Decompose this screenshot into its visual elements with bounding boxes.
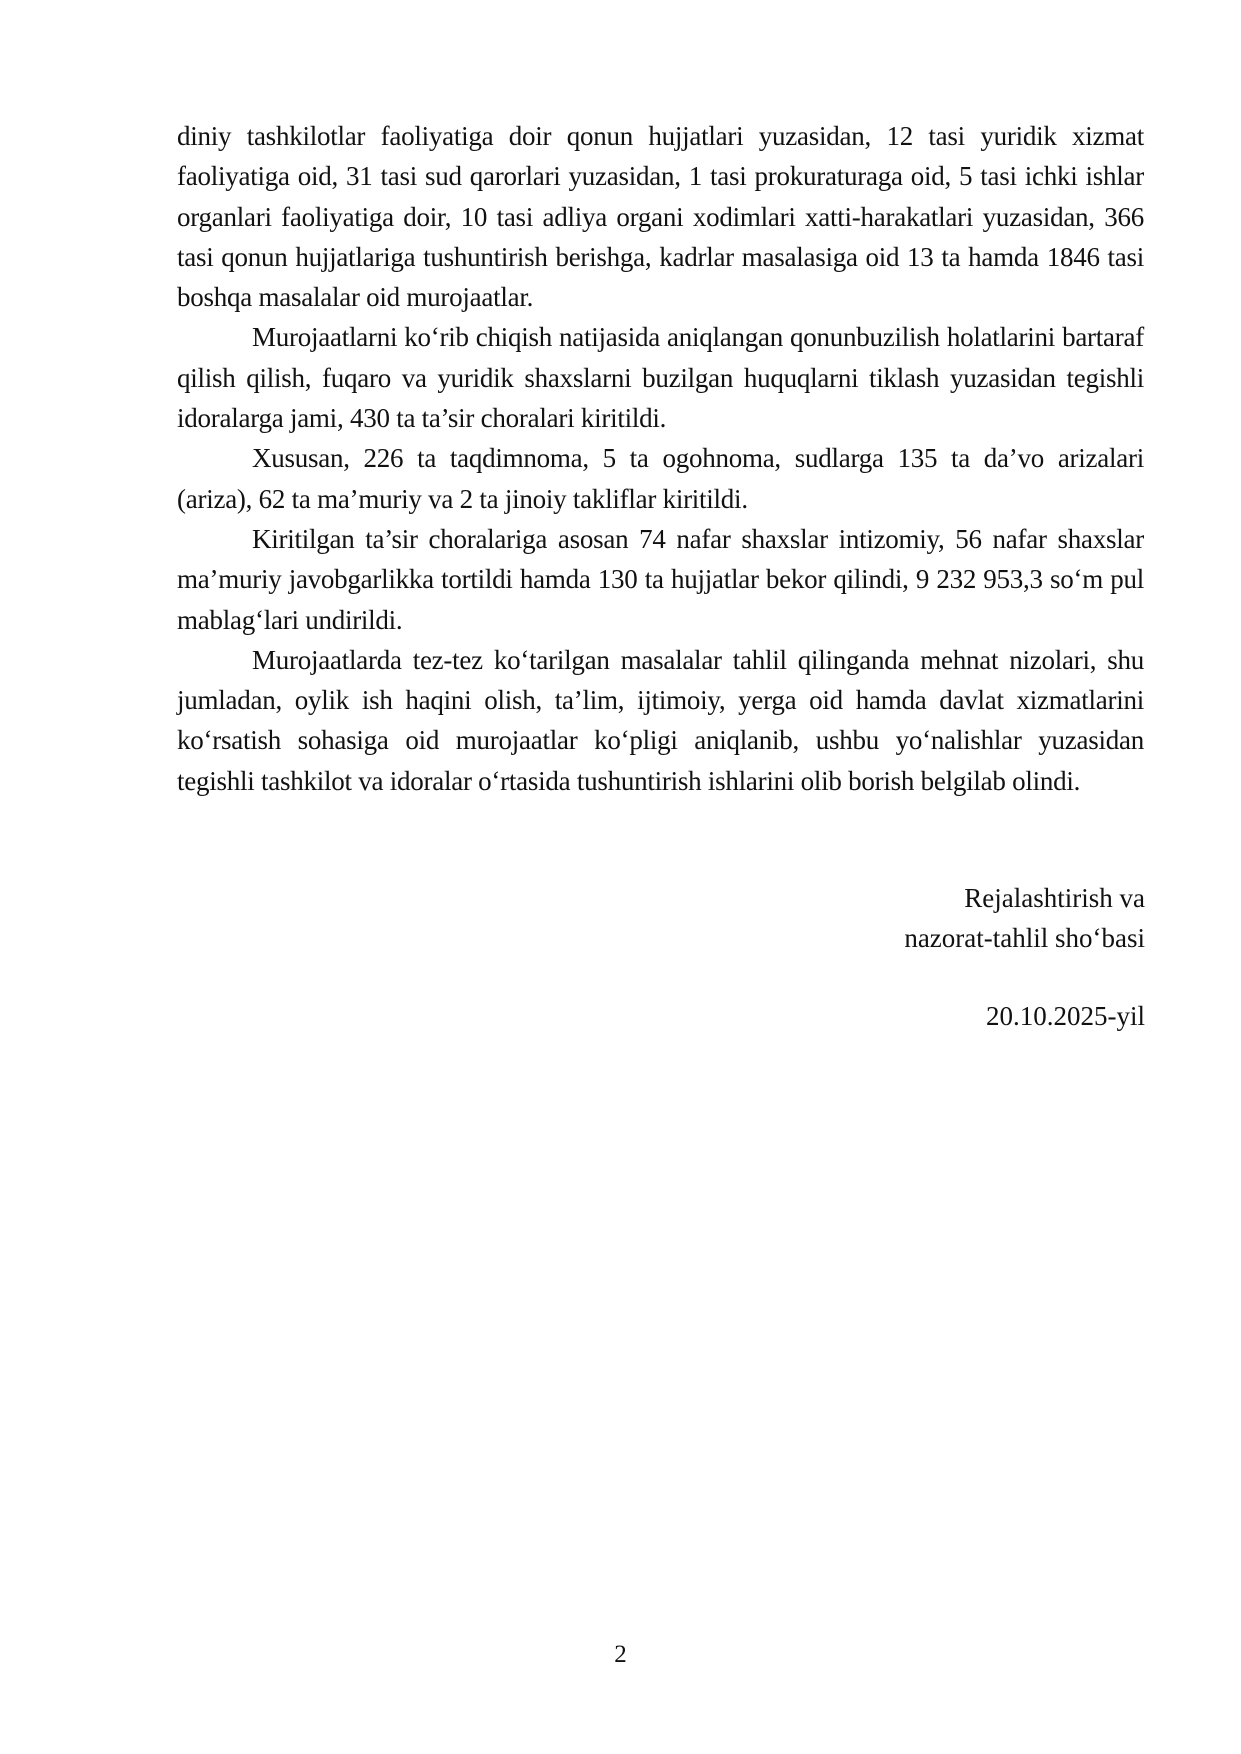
paragraph-3: Xususan, 226 ta taqdimnoma, 5 ta ogohnoma, sudlarga 135 ta da’vo arizalari (ariza), 62 ta ma’muriy va 2 ta jinoiy takliflar kiritildi. xyxy=(177,443,1144,514)
document-date: 20.10.2025-yil xyxy=(986,1001,1145,1031)
paragraph-1: diniy tashkilotlar faoliyatiga doir qonun hujjatlari yuzasidan, 12 tasi yuridik xizmat faoliyatiga oid, 31 tasi sud qarorlari yuzasidan, 1 tasi prokuraturaga oid, 5 tasi ichki ishlar organlari faoliyatiga doir, 10 tasi adliya organi xodimlari xatti-harakatlari yuzasidan, 366 tasi qonun hujjatlariga tushuntirish berishga, kadrlar masalasiga oid 13 ta hamda 1846 tasi boshqa masalalar oid murojaatlar. xyxy=(177,121,1144,313)
paragraph-4: Kiritilgan ta’sir choralariga asosan 74 nafar shaxslar intizomiy, 56 nafar shaxslar ma’muriy javobgarlikka tortildi hamda 130 ta hujjatlar bekor qilindi, 9 232 953,3 so‘m pul mablag‘lari undirildi. xyxy=(177,523,1144,635)
paragraph-2: Murojaatlarni ko‘rib chiqish natijasida aniqlangan qonunbuzilish holatlarini bartaraf qilish qilish, fuqaro va yuridik shaxslarni buzilgan huquqlarni tiklash yuzasidan tegishli idoralarga jami, 430 ta ta’sir choralari kiritildi. xyxy=(177,322,1144,434)
signature-line-2: nazorat-tahlil sho‘basi xyxy=(904,923,1145,953)
paragraph-5: Murojaatlarda tez-tez ko‘tarilgan masalalar tahlil qilinganda mehnat nizolari, shu jumladan, oylik ish haqini olish, ta’lim, ijtimoiy, yerga oid hamda davlat xizmatlarini ko‘rsatish sohasiga oid murojaatlar ko‘pligi aniqlanib, ushbu yo‘nalishlar yuzasidan tegishli tashkilot va idoralar o‘rtasida tushuntirish ishlarini olib borish belgilab olindi. xyxy=(177,644,1144,796)
page-number: 2 xyxy=(614,1641,627,1668)
signature-line-1: Rejalashtirish va xyxy=(964,883,1145,913)
document-body xyxy=(177,116,1144,801)
signature-block xyxy=(904,878,1145,958)
